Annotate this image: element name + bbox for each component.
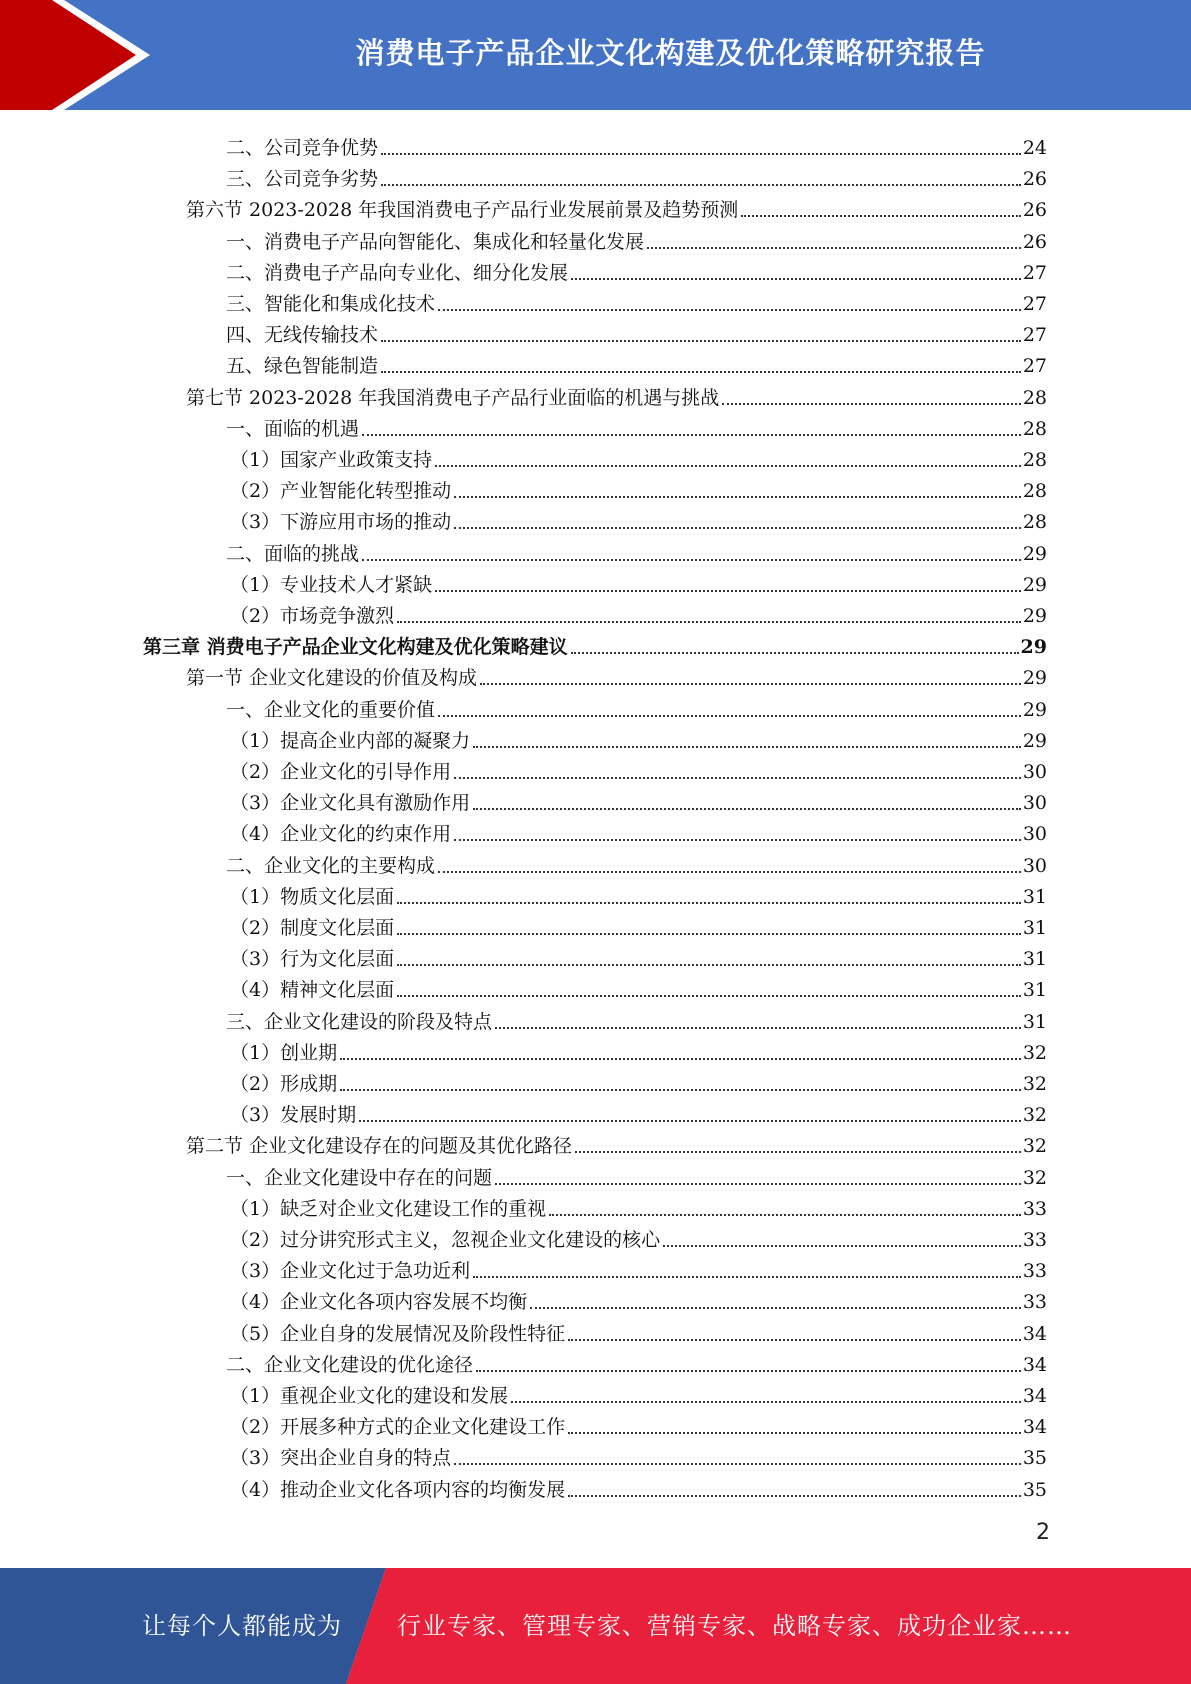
toc-entry-title: （1）创业期	[230, 1041, 338, 1064]
toc-entry-title: 第三章 消费电子产品企业文化构建及优化策略建议	[143, 636, 568, 659]
toc-entry[interactable]	[226, 1158, 1047, 1189]
toc-entry-page: 28	[1022, 449, 1047, 471]
toc-dot-leader	[359, 1120, 1021, 1122]
toc-entry-page: 26	[1022, 230, 1047, 253]
toc-entry-title: 四、无线传输技术	[226, 324, 379, 347]
toc-entry[interactable]	[230, 877, 1047, 908]
toc-entry[interactable]	[230, 471, 1047, 502]
toc-dot-leader	[438, 715, 1021, 717]
toc-entry-page: 33	[1022, 1260, 1047, 1283]
toc-dot-leader	[476, 1370, 1021, 1372]
toc-entry-page: 33	[1022, 1197, 1047, 1220]
toc-dot-leader	[397, 902, 1021, 904]
toc-entry-page: 32	[1022, 1135, 1047, 1158]
toc-entry[interactable]	[230, 565, 1047, 596]
toc-entry-page: 34	[1022, 1353, 1047, 1376]
toc-entry-title: （1）专业技术人才紧缺	[230, 573, 433, 596]
toc-entry[interactable]	[226, 253, 1047, 284]
toc-entry-title: （3）企业文化过于急功近利	[230, 1260, 471, 1283]
toc-entry-page: 24	[1022, 137, 1047, 159]
toc-entry[interactable]	[186, 378, 1047, 409]
toc-entry-page: 33	[1022, 1291, 1047, 1314]
toc-entry[interactable]	[230, 1407, 1047, 1438]
toc-entry-page: 27	[1022, 355, 1047, 378]
toc-entry-page: 28	[1022, 480, 1047, 503]
toc-entry-page: 30	[1022, 761, 1047, 783]
toc-dot-leader	[454, 839, 1021, 841]
toc-dot-leader	[530, 1307, 1021, 1309]
toc-dot-leader	[495, 1027, 1021, 1029]
toc-entry-page: 27	[1022, 324, 1047, 347]
toc-entry[interactable]	[230, 939, 1047, 970]
toc-entry[interactable]	[143, 627, 1047, 658]
toc-entry-title: （3）发展时期	[230, 1104, 357, 1127]
footer-slogan-right: 行业专家、管理专家、营销专家、战略专家、成功企业家……	[397, 1612, 1072, 1640]
toc-dot-leader	[454, 496, 1021, 498]
toc-entry-title: 三、智能化和集成化技术	[226, 293, 436, 315]
toc-entry[interactable]	[230, 596, 1047, 627]
toc-entry-page: 29	[1022, 542, 1047, 565]
toc-entry[interactable]	[230, 1438, 1047, 1469]
toc-entry-title: （2）制度文化层面	[230, 917, 395, 939]
toc-entry-title: 第一节 企业文化建设的价值及构成	[186, 667, 478, 690]
toc-entry[interactable]	[226, 534, 1047, 565]
toc-dot-leader	[435, 590, 1021, 592]
toc-entry-page: 32	[1022, 1104, 1047, 1127]
toc-entry-page: 29	[1022, 605, 1047, 627]
toc-entry-title: 一、消费电子产品向智能化、集成化和轻量化发展	[226, 230, 645, 253]
toc-dot-leader	[549, 1214, 1021, 1216]
toc-entry-page: 26	[1022, 168, 1047, 191]
toc-entry-title: 三、企业文化建设的阶段及特点	[226, 1010, 493, 1033]
toc-entry[interactable]	[226, 1345, 1047, 1376]
toc-entry-page: 31	[1022, 885, 1047, 908]
toc-entry-page: 29	[1022, 698, 1047, 721]
toc-entry-page: 33	[1022, 1229, 1047, 1251]
toc-entry[interactable]	[226, 346, 1047, 377]
toc-entry-title: （1）重视企业文化的建设和发展	[230, 1385, 509, 1407]
toc-dot-leader	[454, 1463, 1021, 1465]
toc-entry-title: （4）推动企业文化各项内容的均衡发展	[230, 1478, 566, 1501]
footer-slogan-left: 让每个人都能成为	[142, 1612, 342, 1640]
toc-entry[interactable]	[226, 409, 1047, 440]
toc-entry-title: （3）突出企业自身的特点	[230, 1447, 452, 1470]
toc-entry-title: （2）市场竞争激烈	[230, 605, 395, 627]
toc-entry-title: （4）精神文化层面	[230, 979, 395, 1002]
toc-dot-leader	[397, 995, 1021, 997]
toc-dot-leader	[663, 1245, 1021, 1247]
toc-entry-title: 第二节 企业文化建设存在的问题及其优化路径	[186, 1135, 573, 1158]
toc-dot-leader	[571, 278, 1021, 280]
toc-entry-page: 34	[1022, 1385, 1047, 1407]
toc-entry-title: （4）企业文化各项内容发展不均衡	[230, 1291, 528, 1314]
toc-dot-leader	[722, 403, 1021, 405]
toc-entry-title: （3）行为文化层面	[230, 948, 395, 971]
toc-entry-page: 28	[1022, 511, 1047, 534]
toc-entry-page: 28	[1022, 417, 1047, 440]
toc-entry[interactable]	[230, 1033, 1047, 1064]
toc-entry-page: 31	[1022, 948, 1047, 971]
toc-entry[interactable]	[226, 159, 1047, 190]
toc-entry-page: 27	[1022, 293, 1047, 315]
toc-entry[interactable]	[226, 284, 1047, 315]
toc-dot-leader	[381, 371, 1021, 373]
toc-dot-leader	[568, 1495, 1021, 1497]
toc-dot-leader	[381, 153, 1021, 155]
toc-entry[interactable]	[230, 1470, 1047, 1501]
toc-entry-title: （3）下游应用市场的推动	[230, 511, 452, 534]
toc-dot-leader	[340, 1089, 1021, 1091]
toc-dot-leader	[473, 746, 1021, 748]
toc-dot-leader	[435, 465, 1021, 467]
toc-entry[interactable]	[226, 846, 1047, 877]
toc-dot-leader	[571, 652, 1019, 654]
toc-entry[interactable]	[230, 752, 1047, 783]
toc-entry[interactable]	[230, 440, 1047, 471]
toc-entry-title: （2）开展多种方式的企业文化建设工作	[230, 1416, 566, 1439]
toc-dot-leader	[397, 621, 1021, 623]
toc-entry-page: 29	[1022, 573, 1047, 596]
toc-entry[interactable]	[226, 222, 1047, 253]
page-header	[0, 0, 1191, 110]
toc-dot-leader	[381, 184, 1021, 186]
toc-dot-leader	[454, 777, 1021, 779]
toc-dot-leader	[454, 527, 1021, 529]
toc-entry[interactable]	[230, 721, 1047, 752]
toc-entry-page: 32	[1022, 1166, 1047, 1189]
toc-entry[interactable]	[230, 1189, 1047, 1220]
toc-entry-title: （1）物质文化层面	[230, 885, 395, 908]
toc-dot-leader	[568, 1339, 1021, 1341]
toc-entry[interactable]	[230, 814, 1047, 845]
toc-entry-page: 34	[1022, 1416, 1047, 1439]
toc-entry-page: 29	[1020, 636, 1047, 659]
toc-dot-leader	[568, 1432, 1021, 1434]
toc-entry-title: （3）企业文化具有激励作用	[230, 792, 471, 815]
toc-entry-page: 32	[1022, 1041, 1047, 1064]
toc-entry-page: 35	[1022, 1447, 1047, 1470]
toc-entry-title: （1）国家产业政策支持	[230, 449, 433, 471]
toc-dot-leader	[362, 434, 1021, 436]
toc-entry-page: 31	[1022, 917, 1047, 939]
toc-dot-leader	[511, 1401, 1021, 1403]
toc-entry-page: 26	[1022, 199, 1047, 222]
toc-entry-title: 五、绿色智能制造	[226, 355, 379, 378]
toc-dot-leader	[340, 1058, 1021, 1060]
toc-entry[interactable]	[230, 1314, 1047, 1345]
toc-entry-title: （1）缺乏对企业文化建设工作的重视	[230, 1197, 547, 1220]
toc-entry-title: 一、面临的机遇	[226, 417, 360, 440]
toc-dot-leader	[438, 871, 1021, 873]
toc-entry-title: 二、企业文化建设的优化途径	[226, 1353, 474, 1376]
toc-entry[interactable]	[226, 690, 1047, 721]
toc-entry[interactable]	[230, 1064, 1047, 1095]
toc-entry-title: 三、公司竞争劣势	[226, 168, 379, 191]
toc-entry-page: 31	[1022, 1010, 1047, 1033]
toc-entry-title: （4）企业文化的约束作用	[230, 823, 452, 846]
toc-entry[interactable]	[230, 1095, 1047, 1126]
toc-entry-title: （2）形成期	[230, 1073, 338, 1095]
toc-entry[interactable]	[186, 658, 1047, 689]
toc-dot-leader	[473, 808, 1021, 810]
toc-entry-title: 二、消费电子产品向专业化、细分化发展	[226, 261, 569, 284]
toc-entry[interactable]	[226, 128, 1047, 159]
toc-dot-leader	[647, 247, 1021, 249]
toc-entry[interactable]	[226, 315, 1047, 346]
toc-dot-leader	[381, 340, 1021, 342]
toc-entry-page: 30	[1022, 823, 1047, 846]
toc-entry[interactable]	[226, 1002, 1047, 1033]
toc-entry-title: 第七节 2023-2028 年我国消费电子产品行业面临的机遇与挑战	[186, 386, 720, 409]
toc-entry-page: 30	[1022, 854, 1047, 877]
toc-entry[interactable]	[230, 783, 1047, 814]
toc-entry-page: 34	[1022, 1322, 1047, 1345]
toc-entry-page: 30	[1022, 792, 1047, 815]
toc-dot-leader	[397, 964, 1021, 966]
toc-entry-title: （1）提高企业内部的凝聚力	[230, 729, 471, 752]
toc-dot-leader	[480, 683, 1021, 685]
toc-entry[interactable]	[230, 1251, 1047, 1282]
toc-entry[interactable]	[230, 502, 1047, 533]
toc-entry[interactable]	[230, 970, 1047, 1001]
toc-entry[interactable]	[230, 908, 1047, 939]
toc-entry[interactable]	[230, 1220, 1047, 1251]
toc-dot-leader	[495, 1183, 1021, 1185]
page-footer	[0, 1568, 1191, 1684]
toc-dot-leader	[438, 309, 1021, 311]
toc-entry-title: 一、企业文化的重要价值	[226, 698, 436, 721]
toc-dot-leader	[473, 1276, 1021, 1278]
toc-entry-title: （2）过分讲究形式主义，忽视企业文化建设的核心	[230, 1229, 661, 1251]
toc-dot-leader	[741, 215, 1021, 217]
toc-entry-page: 28	[1022, 386, 1047, 409]
toc-entry-page: 31	[1022, 979, 1047, 1002]
toc-entry-title: 二、企业文化的主要构成	[226, 854, 436, 877]
toc-dot-leader	[575, 1151, 1021, 1153]
toc-entry-title: （2）企业文化的引导作用	[230, 761, 452, 783]
toc-entry[interactable]	[186, 1126, 1047, 1157]
toc-entry-title: 一、企业文化建设中存在的问题	[226, 1166, 493, 1189]
toc-entry-page: 35	[1022, 1478, 1047, 1501]
toc-entry-title: 二、面临的挑战	[226, 542, 360, 565]
toc-entry-page: 32	[1022, 1073, 1047, 1095]
toc-dot-leader	[362, 559, 1021, 561]
page-number: 2	[1036, 1520, 1050, 1545]
toc-entry-page: 29	[1022, 729, 1047, 752]
toc-dot-leader	[397, 933, 1021, 935]
toc-entry-page: 27	[1022, 261, 1047, 284]
toc-entry-title: 第六节 2023-2028 年我国消费电子产品行业发展前景及趋势预测	[186, 199, 739, 222]
toc-entry-title: 二、公司竞争优势	[226, 137, 379, 159]
document-title: 消费电子产品企业文化构建及优化策略研究报告	[355, 36, 986, 70]
toc-entry-page: 29	[1022, 667, 1047, 690]
toc-entry[interactable]	[230, 1282, 1047, 1313]
toc-entry[interactable]	[186, 190, 1047, 221]
toc-entry-title: （5）企业自身的发展情况及阶段性特征	[230, 1322, 566, 1345]
toc-entry-title: （2）产业智能化转型推动	[230, 480, 452, 503]
toc-entry[interactable]	[230, 1376, 1047, 1407]
